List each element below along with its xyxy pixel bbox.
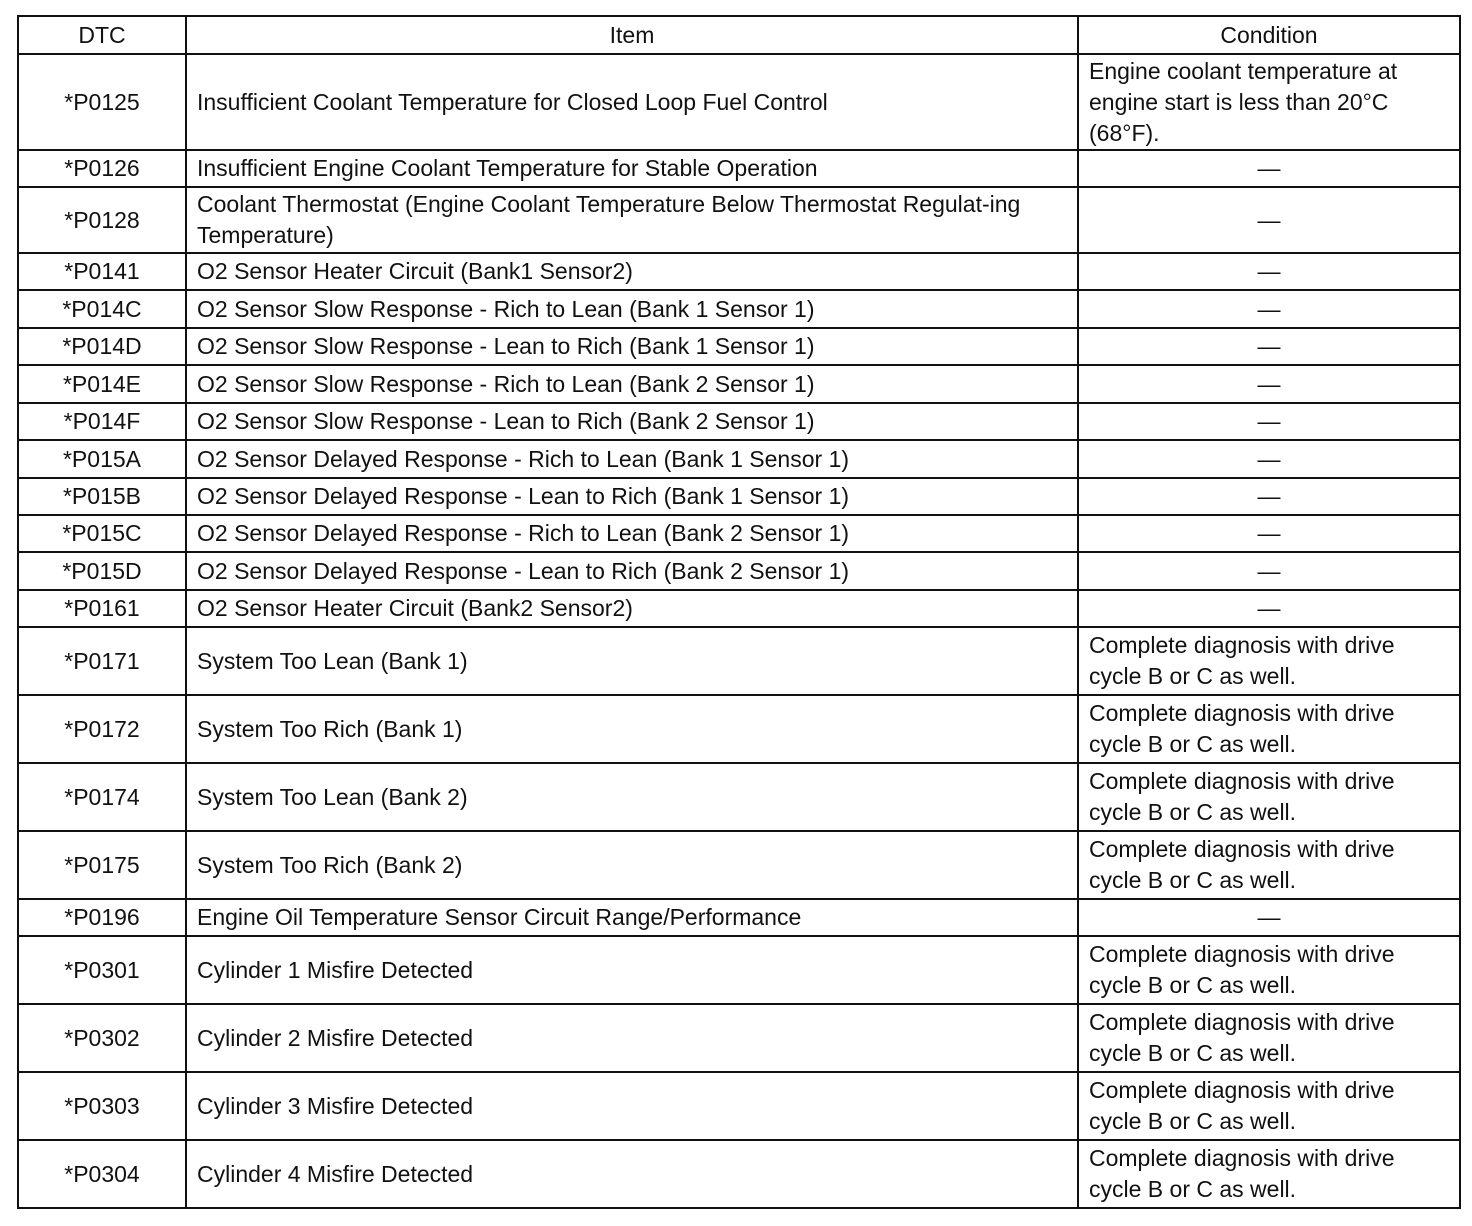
table-row [18,936,1460,1004]
dtc-cell: *P015B [18,478,186,515]
item-cell: System Too Lean (Bank 1) [186,627,1078,695]
condition-cell: — [1078,187,1460,253]
table-row [18,552,1460,590]
condition-cell: Engine coolant temperature at engine start is less than 20°C (68°F). [1078,54,1460,150]
dtc-cell: *P0304 [18,1140,186,1208]
dtc-cell: *P0301 [18,936,186,1004]
item-cell: System Too Lean (Bank 2) [186,763,1078,831]
table-row [18,253,1460,290]
item-cell: Coolant Thermostat (Engine Coolant Temperature Below Thermostat Regulat-ing Temperature) [186,187,1078,253]
item-cell: O2 Sensor Slow Response - Lean to Rich (Bank 2 Sensor 1) [186,403,1078,440]
table-row [18,328,1460,365]
condition-cell: — [1078,290,1460,328]
item-cell: System Too Rich (Bank 1) [186,695,1078,763]
header-item: Item [186,16,1078,54]
table-row [18,1072,1460,1140]
table-row [18,187,1460,253]
header-dtc: DTC [18,16,186,54]
header-condition: Condition [1078,16,1460,54]
item-cell: O2 Sensor Heater Circuit (Bank1 Sensor2) [186,253,1078,290]
condition-cell: — [1078,403,1460,440]
item-cell: O2 Sensor Delayed Response - Rich to Lean (Bank 1 Sensor 1) [186,440,1078,478]
table-header [18,16,1460,54]
dtc-cell: *P0303 [18,1072,186,1140]
dtc-cell: *P014D [18,328,186,365]
table-row [18,627,1460,695]
dtc-cell: *P0161 [18,590,186,627]
table-row [18,515,1460,552]
condition-cell: — [1078,590,1460,627]
table-row [18,478,1460,515]
condition-cell: Complete diagnosis with drive cycle B or C as well. [1078,627,1460,695]
item-cell: Cylinder 1 Misfire Detected [186,936,1078,1004]
item-cell: O2 Sensor Delayed Response - Lean to Rich (Bank 2 Sensor 1) [186,552,1078,590]
dtc-cell: *P015C [18,515,186,552]
dtc-cell: *P0172 [18,695,186,763]
dtc-cell: *P014C [18,290,186,328]
item-cell: O2 Sensor Heater Circuit (Bank2 Sensor2) [186,590,1078,627]
table-row [18,440,1460,478]
item-cell: Cylinder 2 Misfire Detected [186,1004,1078,1072]
condition-cell: Complete diagnosis with drive cycle B or C as well. [1078,831,1460,899]
dtc-cell: *P0126 [18,150,186,187]
dtc-table [17,15,1461,1209]
condition-cell: — [1078,899,1460,936]
condition-cell: — [1078,150,1460,187]
dtc-cell: *P014F [18,403,186,440]
condition-cell: — [1078,328,1460,365]
item-cell: Insufficient Coolant Temperature for Closed Loop Fuel Control [186,54,1078,150]
dtc-cell: *P0174 [18,763,186,831]
item-cell: Cylinder 4 Misfire Detected [186,1140,1078,1208]
table-row [18,365,1460,403]
condition-cell: Complete diagnosis with drive cycle B or C as well. [1078,695,1460,763]
dtc-cell: *P0196 [18,899,186,936]
dtc-cell: *P015D [18,552,186,590]
item-cell: O2 Sensor Delayed Response - Rich to Lean (Bank 2 Sensor 1) [186,515,1078,552]
table-row [18,590,1460,627]
table-row [18,831,1460,899]
table-row [18,54,1460,150]
dtc-cell: *P0175 [18,831,186,899]
table-body [18,54,1460,1208]
dtc-cell: *P015A [18,440,186,478]
condition-cell: — [1078,552,1460,590]
table-row [18,150,1460,187]
condition-cell: — [1078,365,1460,403]
table-row [18,1004,1460,1072]
header-row [18,16,1460,54]
item-cell: Insufficient Engine Coolant Temperature for Stable Operation [186,150,1078,187]
condition-cell: Complete diagnosis with drive cycle B or C as well. [1078,1004,1460,1072]
condition-cell: — [1078,253,1460,290]
dtc-cell: *P0128 [18,187,186,253]
table-row [18,290,1460,328]
item-cell: O2 Sensor Delayed Response - Lean to Rich (Bank 1 Sensor 1) [186,478,1078,515]
condition-cell: Complete diagnosis with drive cycle B or C as well. [1078,1072,1460,1140]
table-row [18,1140,1460,1208]
item-cell: O2 Sensor Slow Response - Rich to Lean (Bank 2 Sensor 1) [186,365,1078,403]
dtc-cell: *P014E [18,365,186,403]
dtc-cell: *P0302 [18,1004,186,1072]
condition-cell: Complete diagnosis with drive cycle B or C as well. [1078,936,1460,1004]
item-cell: System Too Rich (Bank 2) [186,831,1078,899]
condition-cell: — [1078,478,1460,515]
condition-cell: Complete diagnosis with drive cycle B or C as well. [1078,1140,1460,1208]
table-row [18,695,1460,763]
dtc-cell: *P0171 [18,627,186,695]
item-cell: O2 Sensor Slow Response - Rich to Lean (Bank 1 Sensor 1) [186,290,1078,328]
table-row [18,899,1460,936]
dtc-cell: *P0125 [18,54,186,150]
dtc-cell: *P0141 [18,253,186,290]
condition-cell: Complete diagnosis with drive cycle B or C as well. [1078,763,1460,831]
condition-cell: — [1078,515,1460,552]
table-row [18,403,1460,440]
item-cell: Cylinder 3 Misfire Detected [186,1072,1078,1140]
item-cell: Engine Oil Temperature Sensor Circuit Range/Performance [186,899,1078,936]
condition-cell: — [1078,440,1460,478]
table-row [18,763,1460,831]
item-cell: O2 Sensor Slow Response - Lean to Rich (Bank 1 Sensor 1) [186,328,1078,365]
